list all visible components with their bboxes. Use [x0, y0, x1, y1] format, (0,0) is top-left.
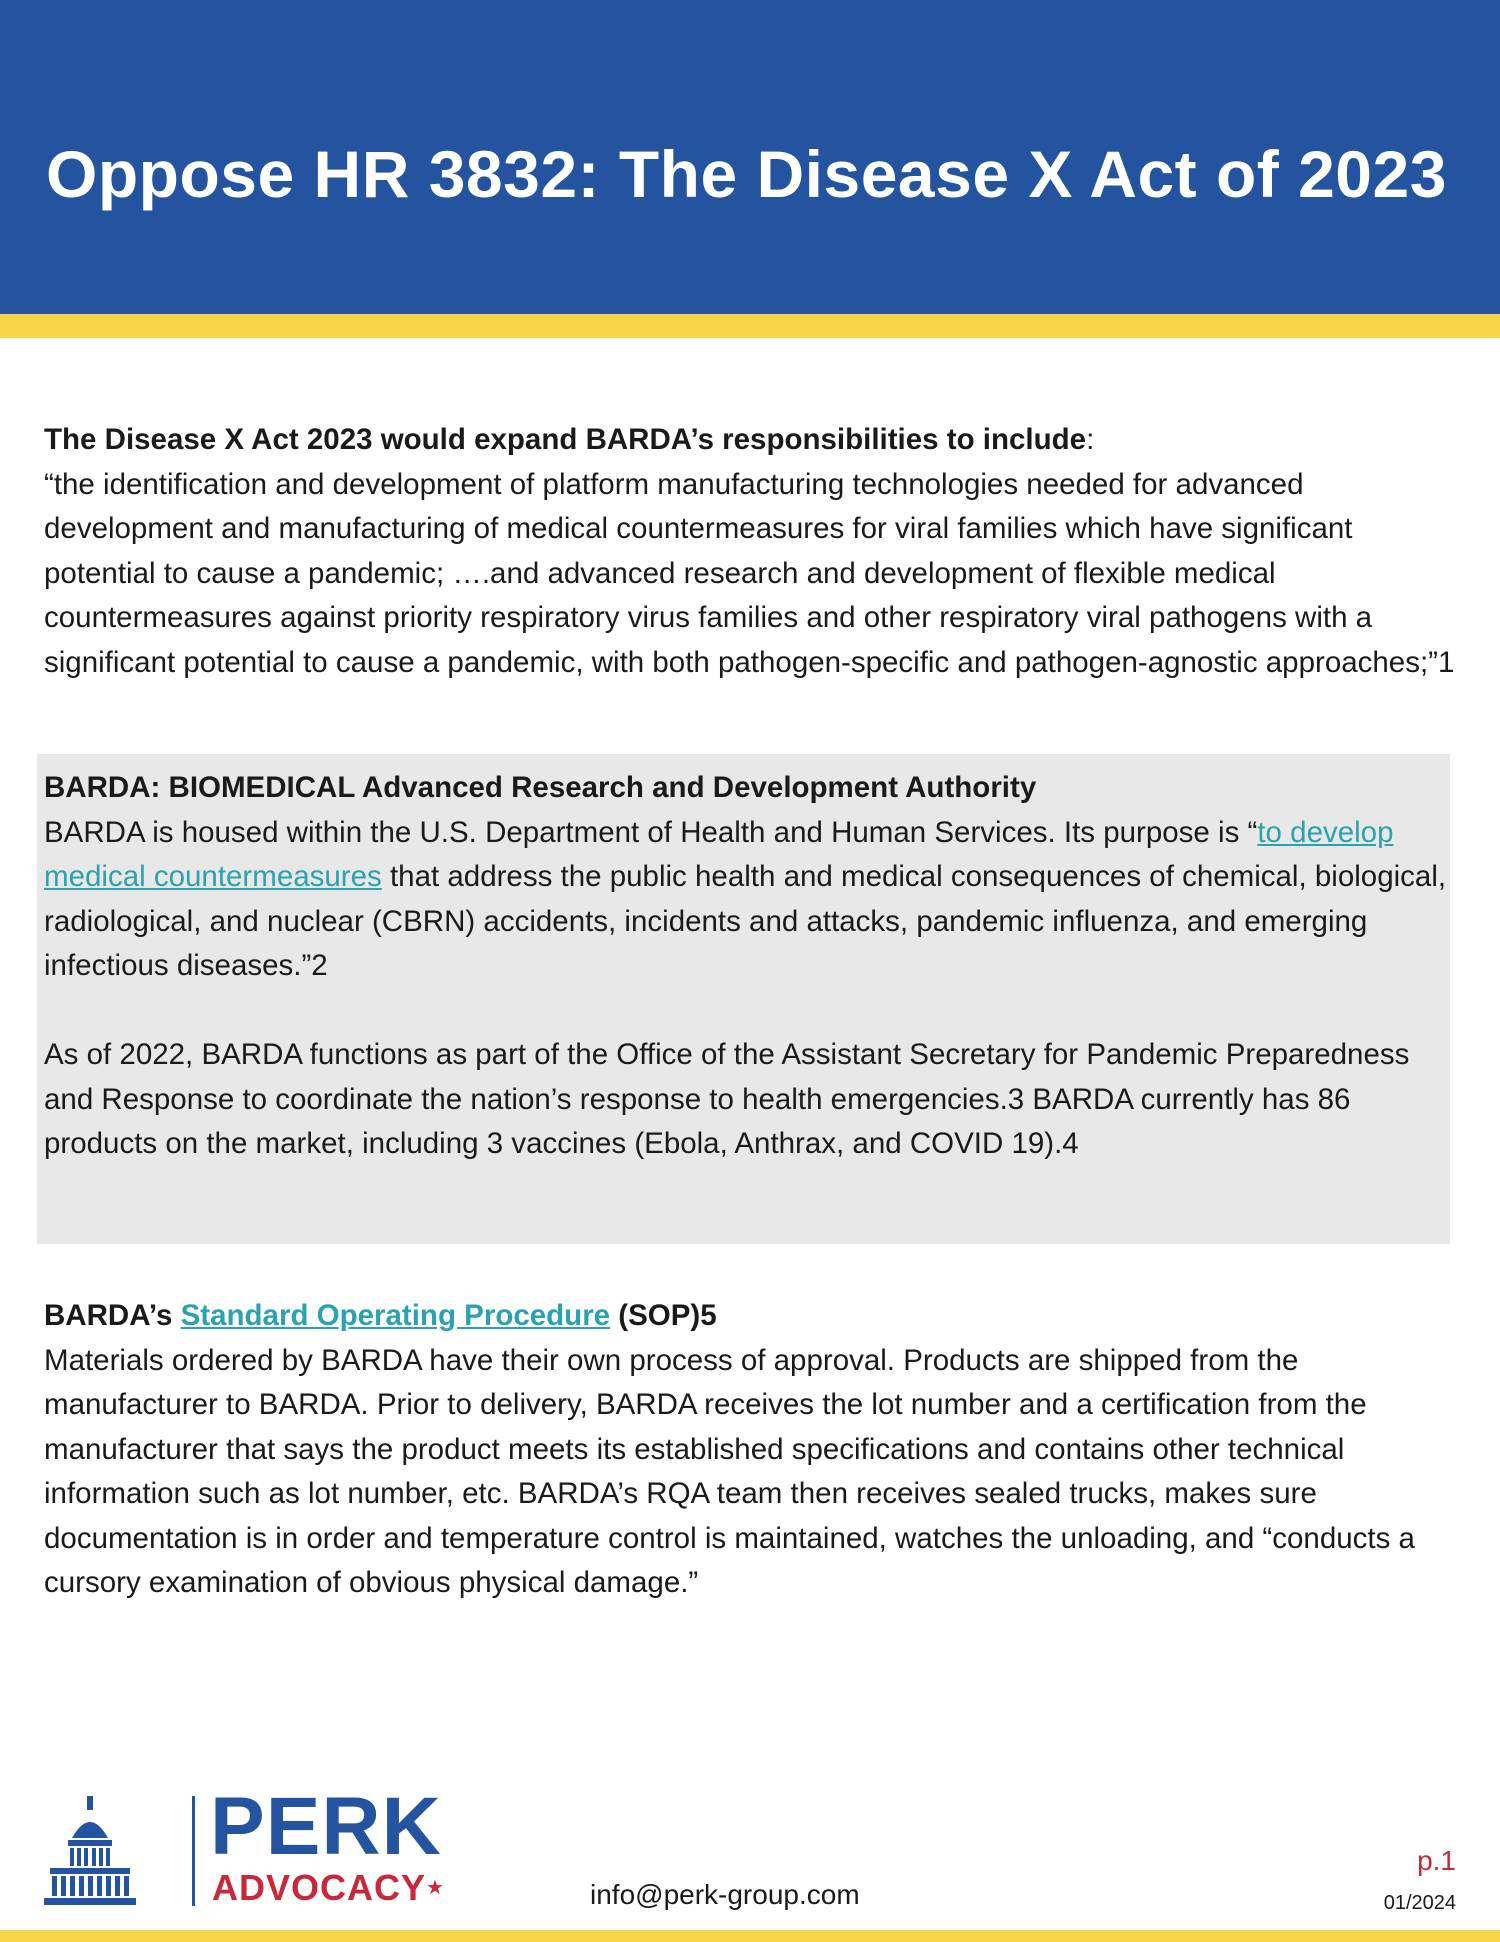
countermeasures-link[interactable]: to develop medical countermeasures	[44, 815, 1394, 893]
intro-quote: “the identification and development of platform manufacturing technologies needed for advanced development and manufacturing of medical countermeasures for viral families which have significant potential to cause a pandemic; ….and advanced research and development of flexible medical countermeasures against priority respiratory virus families and other respiratory viral pathogens with a significant potential to cause a pandemic, with both pathogen-specific and pathogen-agnostic approaches;”1	[44, 467, 1455, 679]
logo-advocacy-word: ADVOCACY	[212, 1867, 427, 1908]
barda-paragraph-2: As of 2022, BARDA functions as part of the Office of the Assistant Secretary for Pandemic Preparedness and Response to coordinate the nation’s response to health emergencies.3 BARDA currently has 86 products on the market, including 3 vaccines (Ebola, Anthrax, and COVID 19).4	[44, 1038, 1410, 1160]
contact-email[interactable]: info@perk-group.com	[590, 1879, 860, 1910]
intro-section	[44, 418, 1464, 685]
barda-p1-text-after: that address the public health and medical consequences of chemical, biological, radiological, and nuclear (CBRN) accidents, incidents and attacks, pandemic influenza, and emerging infectious diseases.”2	[44, 860, 1447, 982]
barda-section	[44, 766, 1464, 1167]
barda-heading: BARDA: BIOMEDICAL Advanced Research and Development Authority	[44, 771, 1037, 804]
sop-paragraph: Materials ordered by BARDA have their own process of approval. Products are shipped from the manufacturer to BARDA. Prior to delivery, BARDA receives the lot number and a certification from the manufacturer that says the product meets its established specifications and contains other technical information such as lot number, etc. BARDA’s RQA team then receives sealed trucks, makes sure documentation is in order and temperature control is maintained, watches the unloading, and “conducts a cursory examination of obvious physical damage.”	[44, 1343, 1415, 1599]
sop-heading-before: BARDA’s	[44, 1299, 181, 1332]
footer-accent-stripe	[0, 1930, 1500, 1942]
logo-divider	[192, 1796, 195, 1906]
sop-heading	[44, 1294, 1464, 1339]
document-date: 01/2024	[1383, 1892, 1456, 1914]
page-header	[0, 0, 1500, 314]
sop-heading-after: (SOP)5	[610, 1299, 717, 1332]
sop-section	[44, 1294, 1464, 1606]
paragraph-gap	[44, 989, 1464, 1034]
sop-link[interactable]: Standard Operating Procedure	[180, 1299, 611, 1332]
star-icon: ★	[426, 1877, 445, 1899]
intro-heading-colon: :	[1086, 423, 1095, 456]
barda-p1-text-before: BARDA is housed within the U.S. Department of Health and Human Services. Its purpose is “	[44, 815, 1258, 849]
barda-paragraph-1	[44, 811, 1464, 989]
header-accent-stripe	[0, 314, 1500, 338]
page-title: Oppose HR 3832: The Disease X Act of 2023	[46, 137, 1447, 211]
page-number: p.1	[1417, 1845, 1456, 1876]
logo-advocacy-text	[212, 1868, 445, 1908]
intro-heading: The Disease X Act 2023 would expand BARDA’s responsibilities to include	[44, 423, 1087, 456]
intro-paragraph	[44, 418, 1464, 463]
perk-advocacy-logo	[42, 1781, 462, 1910]
capitol-dome-icon	[42, 1796, 138, 1906]
logo-perk-text: PERK	[210, 1781, 442, 1872]
